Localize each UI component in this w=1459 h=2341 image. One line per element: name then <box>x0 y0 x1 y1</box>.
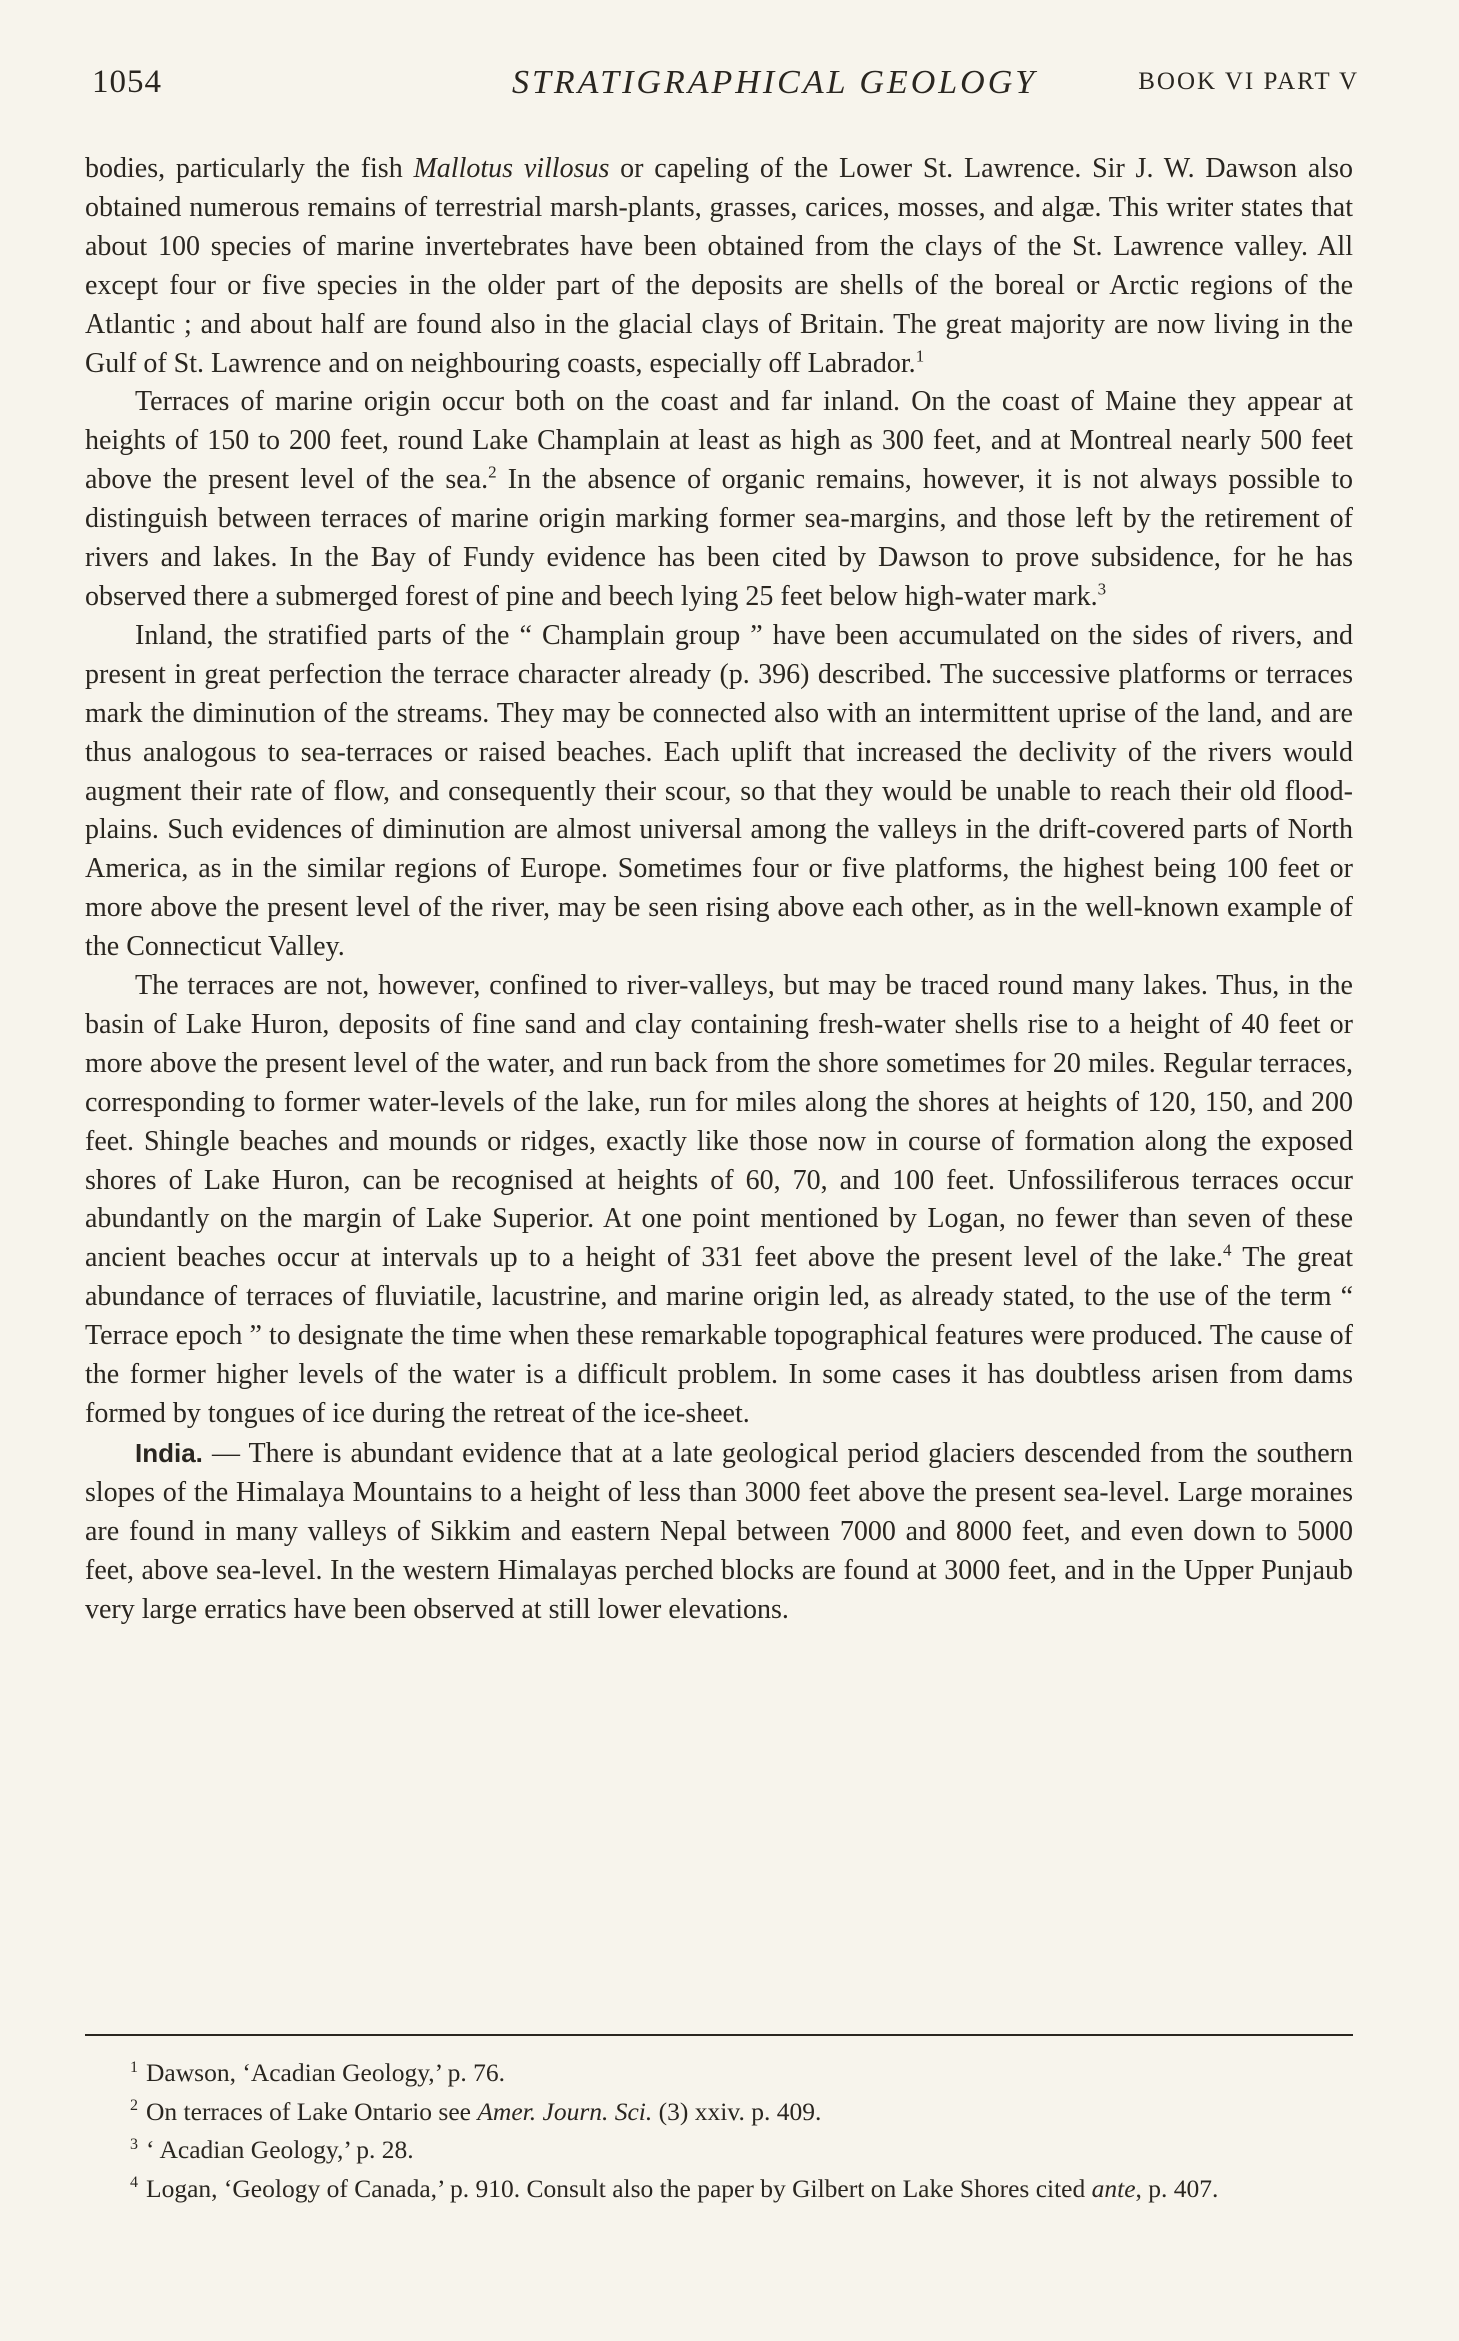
footnote-divider <box>85 2034 1353 2036</box>
section-heading-india: India. <box>135 1437 203 1468</box>
footnote-2: $^2$ On terraces of Lake Ontario see Amer. Journ. Sci. (3) xxiv. p. 409. <box>130 2096 822 2126</box>
page-number: 1054 <box>92 64 162 100</box>
paragraph-1: bodies, particularly the fish Mallotus villosus or capeling of the Lower St. Lawrence. Sir J. W. Dawson also obtained numerous remains of terrestrial marsh-plants, grasses, carices, mosses, and algæ. This writer states that about 100 species of marine invertebrates have been obtained from the clays of the St. Lawrence valley. All except four or five species in the older part of the deposits are shells of the boreal or Arctic regions of the Atlantic ; and about half are found also in the glacial clays of Britain. The great majority are now living in the Gulf of St. Lawrence and on neighbouring coasts, especially off Labrador.$^1$ <box>85 153 1354 379</box>
paragraph-5: India. — There is abundant evidence that at a late geological period glaciers descended from the southern slopes of the Himalaya Mountains to a height of less than 3000 feet above the present sea-level. Large moraines are found in many valleys of Sikkim and eastern Nepal between 7000 and 8000 feet, and even down to 5000 feet, above sea-level. In the western Himalayas perched blocks are found at 3000 feet, and in the Upper Punjaub very large erratics have been observed at still lower elevations. <box>85 1437 1353 1625</box>
footnote-1: $^1$ Dawson, ‘Acadian Geology,’ p. 76. <box>130 2058 506 2087</box>
paragraph-2: Terraces of marine origin occur both on the coast and far inland. On the coast of Maine they appear at heights of 150 to 200 feet, round Lake Champlain at least as high as 300 feet, and at Montreal nearly 500 feet above the present level of the sea.$^2$ In the absence of organic remains, however, it is not always possible to distinguish between terraces of marine origin marking former sea-margins, and those left by the retirement of rivers and lakes. In the Bay of Fundy evidence has been cited by Dawson to prove subsidence, for he has observed there a submerged forest of pine and beech lying 25 feet below high-water mark.$^3$ <box>85 386 1354 612</box>
main-text <box>85 150 1353 1629</box>
footnote-ref-1: 1 <box>915 346 925 366</box>
footnote-3: $^3$ ‘ Acadian Geology,’ p. 28. <box>130 2135 414 2164</box>
book-part-label: BOOK VI PART V <box>1138 68 1359 95</box>
footnote-ref-4: 4 <box>1222 1241 1232 1261</box>
footnote-ref-3: 3 <box>1097 579 1107 599</box>
footnote-4: $^4$ Logan, ‘Geology of Canada,’ p. 910. Consult also the paper by Gilbert on Lake Shores cited ante, p. 407. <box>130 2173 1219 2203</box>
footnotes <box>85 2055 1353 2209</box>
paragraph-4: The terraces are not, however, confined to river-valleys, but may be traced round many lakes. Thus, in the basin of Lake Huron, deposits of fine sand and clay containing fresh-water shells rise to a height of 40 feet or more above the present level of the water, and run back from the shore sometimes for 20 miles. Regular terraces, corresponding to former water-levels of the lake, run for miles along the shores at heights of 120, 150, and 200 feet. Shingle beaches and mounds or ridges, exactly like those now in course of formation along the exposed shores of Lake Huron, can be recognised at heights of 60, 70, and 100 feet. Unfossiliferous terraces occur abundantly on the margin of Lake Superior. At one point mentioned by Logan, no fewer than seven of these ancient beaches occur at intervals up to a height of 331 feet above the present level of the lake.$^4$ The great abundance of terraces of fluviatile, lacustrine, and marine origin led, as already stated, to the use of the term “ Terrace epoch ” to designate the time when these remarkable topographical features were produced. The cause of the former higher levels of the water is a difficult problem. In some cases it has doubtless arisen from dams formed by tongues of ice during the retreat of the ice-sheet. <box>85 970 1353 1429</box>
page-header <box>92 64 1359 110</box>
footnote-ref-2: 2 <box>488 462 497 482</box>
species-name: Mallotus villosus <box>413 153 610 184</box>
paragraph-3: Inland, the stratified parts of the “ Champlain group ” have been accumulated on the sides of rivers, and present in great perfection the terrace character already (p. 396) described. The successive platforms or terraces mark the diminution of the streams. They may be connected also with an intermittent uprise of the land, and are thus analogous to sea-terraces or raised beaches. Each uplift that increased the declivity of the rivers would augment their rate of flow, and consequently their scour, so that they would be unable to reach their old flood-plains. Such evidences of diminution are almost universal among the valleys in the drift-covered parts of North America, as in the similar regions of Europe. Sometimes four or five platforms, the highest being 100 feet or more above the present level of the river, may be seen rising above each other, as in the well-known example of the Connecticut Valley. <box>85 619 1353 963</box>
running-title: STRATIGRAPHICAL GEOLOGY <box>512 64 1038 101</box>
